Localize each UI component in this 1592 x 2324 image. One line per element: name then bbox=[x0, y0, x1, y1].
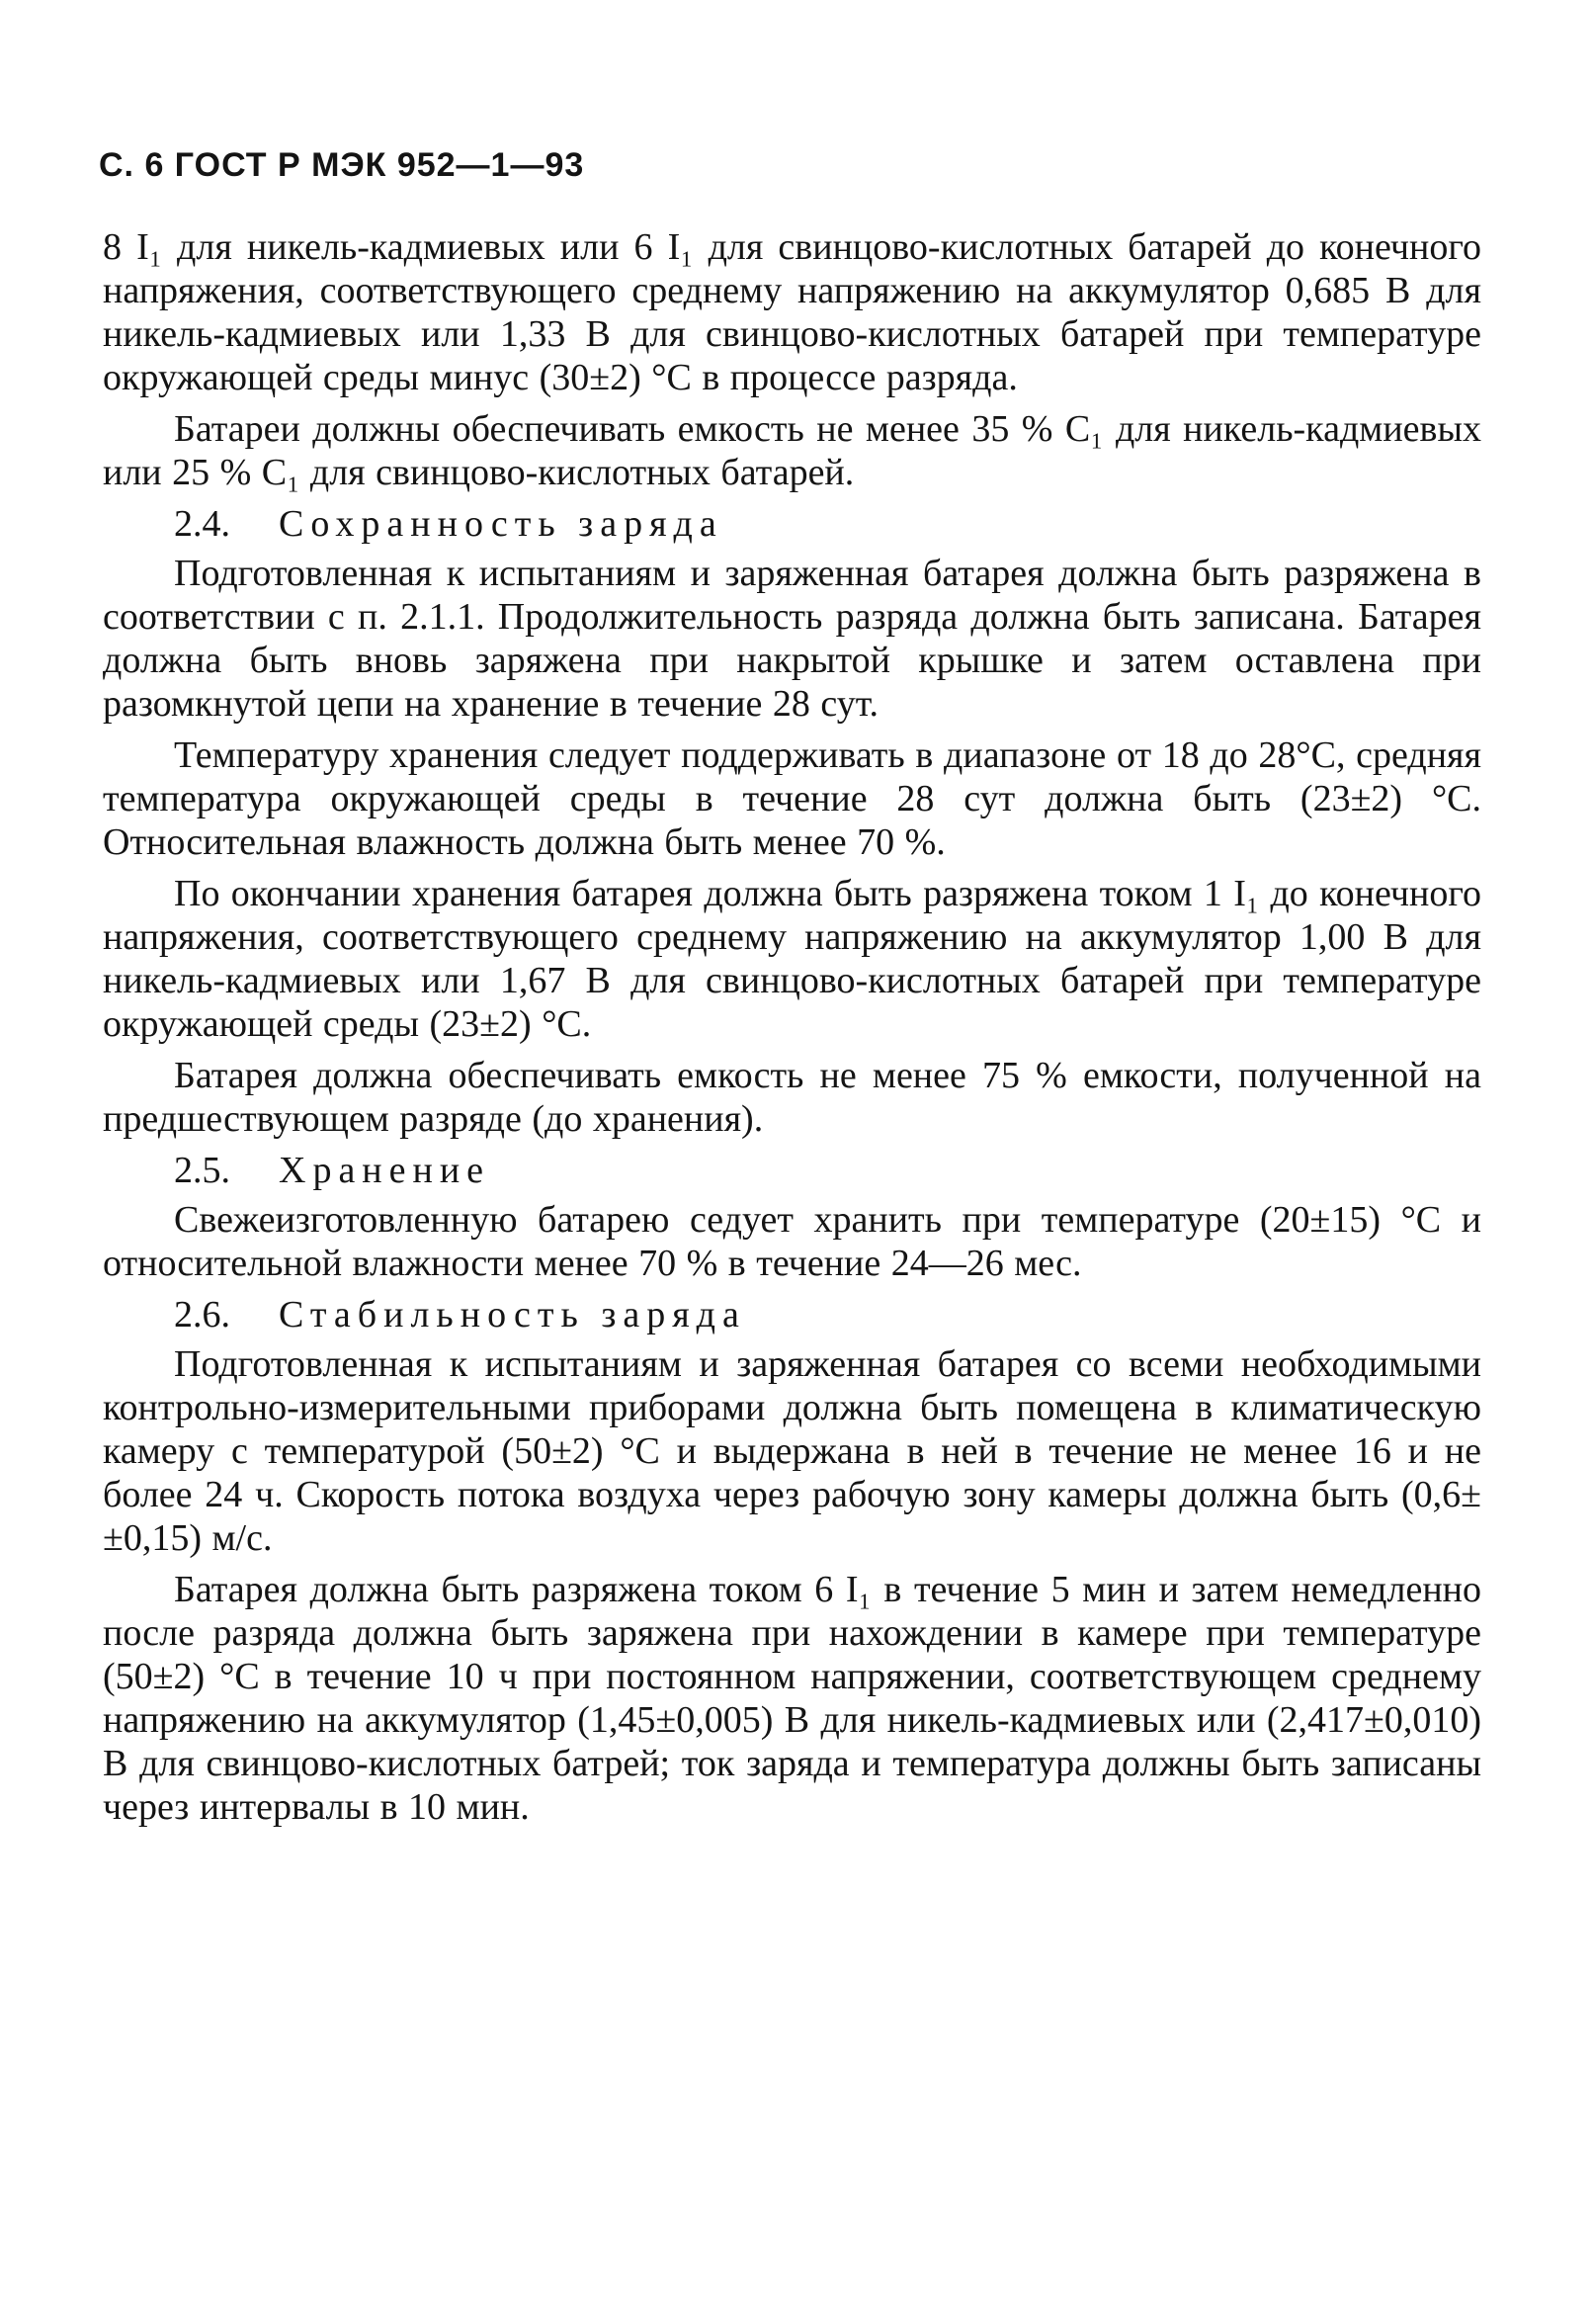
paragraph-continuation: 8 I₁ для никель-кадмиевых или 6 I₁ для свинцово-кислотных батарей до конечного напряжения, соответствующего среднему напряжению на аккумулятор 0,685 В для никель-кадмиевых или 1,33 В для свинцово-кислотных батарей при температуре окружающей среды минус (30±2) °С в процессе разряда. bbox=[103, 226, 1481, 398]
section-number: 2.4. bbox=[174, 503, 230, 545]
body-text bbox=[103, 225, 1481, 1837]
paragraph: Свежеизготовленную батарею седует хранить при температуре (20±15) °С и относительной влажности менее 70 % в течение 24—26 мес. bbox=[103, 1199, 1481, 1284]
paragraph: Подготовленная к испытаниям и заряженная батарея со всеми необходимыми контрольно-измерительными приборами должна быть помещена в климатическую камеру с температурой (50±2) °С и выдержана в ней в течение не менее 16 и не более 24 ч. Скорость потока воздуха через рабочую зону камеры должна быть (0,6±±0,15) м/с. bbox=[103, 1343, 1481, 1559]
section-title: Стабильность заряда bbox=[279, 1294, 746, 1335]
section-heading-2-5 bbox=[103, 1149, 1481, 1192]
paragraph-capacity-requirement: Батареи должны обеспечивать емкость не менее 35 % C₁ для никель-кадмиевых или 25 % C₁ для свинцово-кислотных батарей. bbox=[103, 408, 1481, 493]
page-header: С. 6 ГОСТ Р МЭК 952—1—93 bbox=[99, 146, 585, 184]
section-heading-2-4 bbox=[103, 502, 1481, 546]
section-title: Сохранность заряда bbox=[279, 503, 723, 545]
paragraph: По окончании хранения батарея должна быть разряжена током 1 I₁ до конечного напряжения, соответствующего среднему напряжению на аккумулятор 1,00 В для никель-кадмиевых или 1,67 В для свинцово-кислотных батарей при температуре окружающей среды (23±2) °С. bbox=[103, 873, 1481, 1045]
paragraph: Батарея должна быть разряжена током 6 I₁ в течение 5 мин и затем немедленно после разряда должна быть заряжена при нахождении в камере при температуре (50±2) °С в течение 10 ч при постоянном напряжении, соответствующем среднему напряжению на аккумулятор (1,45±0,005) В для никель-кадмиевых или (2,417±0,010) В для свинцово-кислотных батрей; ток заряда и температура должны быть записаны через интервалы в 10 мин. bbox=[103, 1569, 1481, 1828]
paragraph: Батарея должна обеспечивать емкость не менее 75 % емкости, полученной на предшествующем разряде (до хранения). bbox=[103, 1055, 1481, 1140]
section-number: 2.5. bbox=[174, 1150, 230, 1191]
section-title: Хранение bbox=[279, 1150, 491, 1191]
section-heading-2-6 bbox=[103, 1293, 1481, 1336]
paragraph: Подготовленная к испытаниям и заряженная батарея должна быть разряжена в соответствии с п. 2.1.1. Продолжительность разряда должна быть записана. Батарея должна быть вновь заряжена при накрытой крышке и затем оставлена при разомкнутой цепи на хранение в течение 28 сут. bbox=[103, 553, 1481, 725]
paragraph: Температуру хранения следует поддерживать в диапазоне от 18 до 28°С, средняя температура окружающей среды в течение 28 сут должна быть (23±2) °С. Относительная влажность должна быть менее 70 %. bbox=[103, 734, 1481, 863]
section-number: 2.6. bbox=[174, 1294, 230, 1335]
